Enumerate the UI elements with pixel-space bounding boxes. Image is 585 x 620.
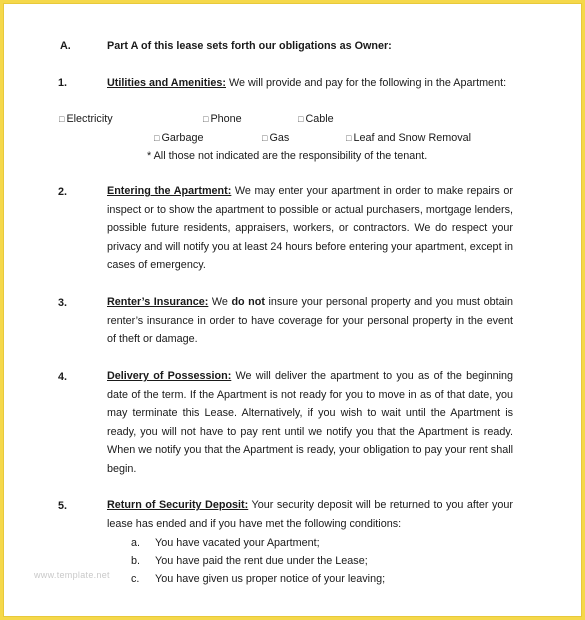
item-number-5: 5. bbox=[58, 500, 68, 512]
utility-leaf-snow: □ Leaf and Snow Removal bbox=[346, 132, 472, 144]
checkbox-icon: □ bbox=[262, 133, 268, 143]
checkbox-icon: □ bbox=[154, 133, 160, 143]
document-page bbox=[3, 3, 582, 617]
condition-letter-b: b. bbox=[131, 555, 141, 567]
insurance-heading: Renter’s Insurance: bbox=[107, 296, 209, 308]
checkbox-icon: □ bbox=[59, 114, 65, 124]
item-number-3: 3. bbox=[58, 297, 68, 309]
checkbox-icon: □ bbox=[298, 114, 304, 124]
item-number-4: 4. bbox=[58, 371, 68, 383]
section-title: Part A of this lease sets forth our obligations as Owner: bbox=[107, 40, 392, 52]
emphasis-do-not: do not bbox=[231, 296, 265, 308]
utility-phone: □ Phone bbox=[203, 113, 242, 125]
condition-letter-c: c. bbox=[131, 573, 140, 585]
utility-cable: □ Cable bbox=[298, 113, 334, 125]
entering-paragraph bbox=[107, 182, 513, 275]
item-number-2: 2. bbox=[58, 186, 68, 198]
condition-text-b: You have paid the rent due under the Lease; bbox=[155, 555, 368, 567]
insurance-paragraph: Renter’s Insurance: We do not insure your personal property and you must obtain renter’s insurance in order to have coverage for your personal property in the event of theft or damage. bbox=[107, 296, 514, 345]
entering-text: We may enter your apartment in order to make repairs or inspect or to show the apartment to possible or actual purchasers, mortgage lenders, possible future residents, appraisers, workers, or contractors. We do respect your privacy and will notify you at least 24 hours before entering your apartment, except in cases of emergency. bbox=[107, 185, 513, 271]
condition-letter-a: a. bbox=[131, 537, 141, 549]
utility-garbage: □ Garbage bbox=[154, 132, 204, 144]
utilities-heading: Utilities and Amenities: bbox=[107, 77, 226, 89]
condition-text-c: You have given us proper notice of your leaving; bbox=[155, 573, 386, 585]
utilities-text: We will provide and pay for the following in the Apartment: bbox=[226, 77, 507, 89]
utilities-note: * All those not indicated are the responsibility of the tenant. bbox=[147, 150, 428, 162]
condition-text-a: You have vacated your Apartment; bbox=[155, 537, 320, 549]
item-number-1: 1. bbox=[58, 77, 68, 89]
possession-heading: Delivery of Possession: bbox=[107, 370, 232, 382]
utilities-paragraph bbox=[107, 77, 506, 90]
checkbox-icon: □ bbox=[346, 133, 352, 143]
possession-text: We will deliver the apartment to you as of the beginning date of the term. If the Apartment is not ready for you to move in as of that date, you may terminate this Lease. Alternatively, if you wish to wait until the Apartment is ready, you will not have to pay rent until we notify you that the Apartment is ready. When we notify you that the Apartment is ready, your obligation to pay your rent shall begin. bbox=[107, 370, 513, 475]
utility-gas: □ Gas bbox=[262, 132, 290, 144]
deposit-paragraph bbox=[107, 496, 513, 533]
deposit-text: Your security deposit will be returned to you after your lease has ended and if you have met the following conditions: bbox=[107, 499, 513, 530]
checkbox-icon: □ bbox=[203, 114, 209, 124]
utility-electricity: □ Electricity bbox=[59, 113, 113, 125]
deposit-heading: Return of Security Deposit: bbox=[107, 499, 249, 511]
possession-paragraph bbox=[107, 367, 513, 478]
entering-heading: Entering the Apartment: bbox=[107, 185, 232, 197]
watermark: www.template.net bbox=[34, 570, 110, 580]
section-letter: A. bbox=[60, 40, 71, 52]
